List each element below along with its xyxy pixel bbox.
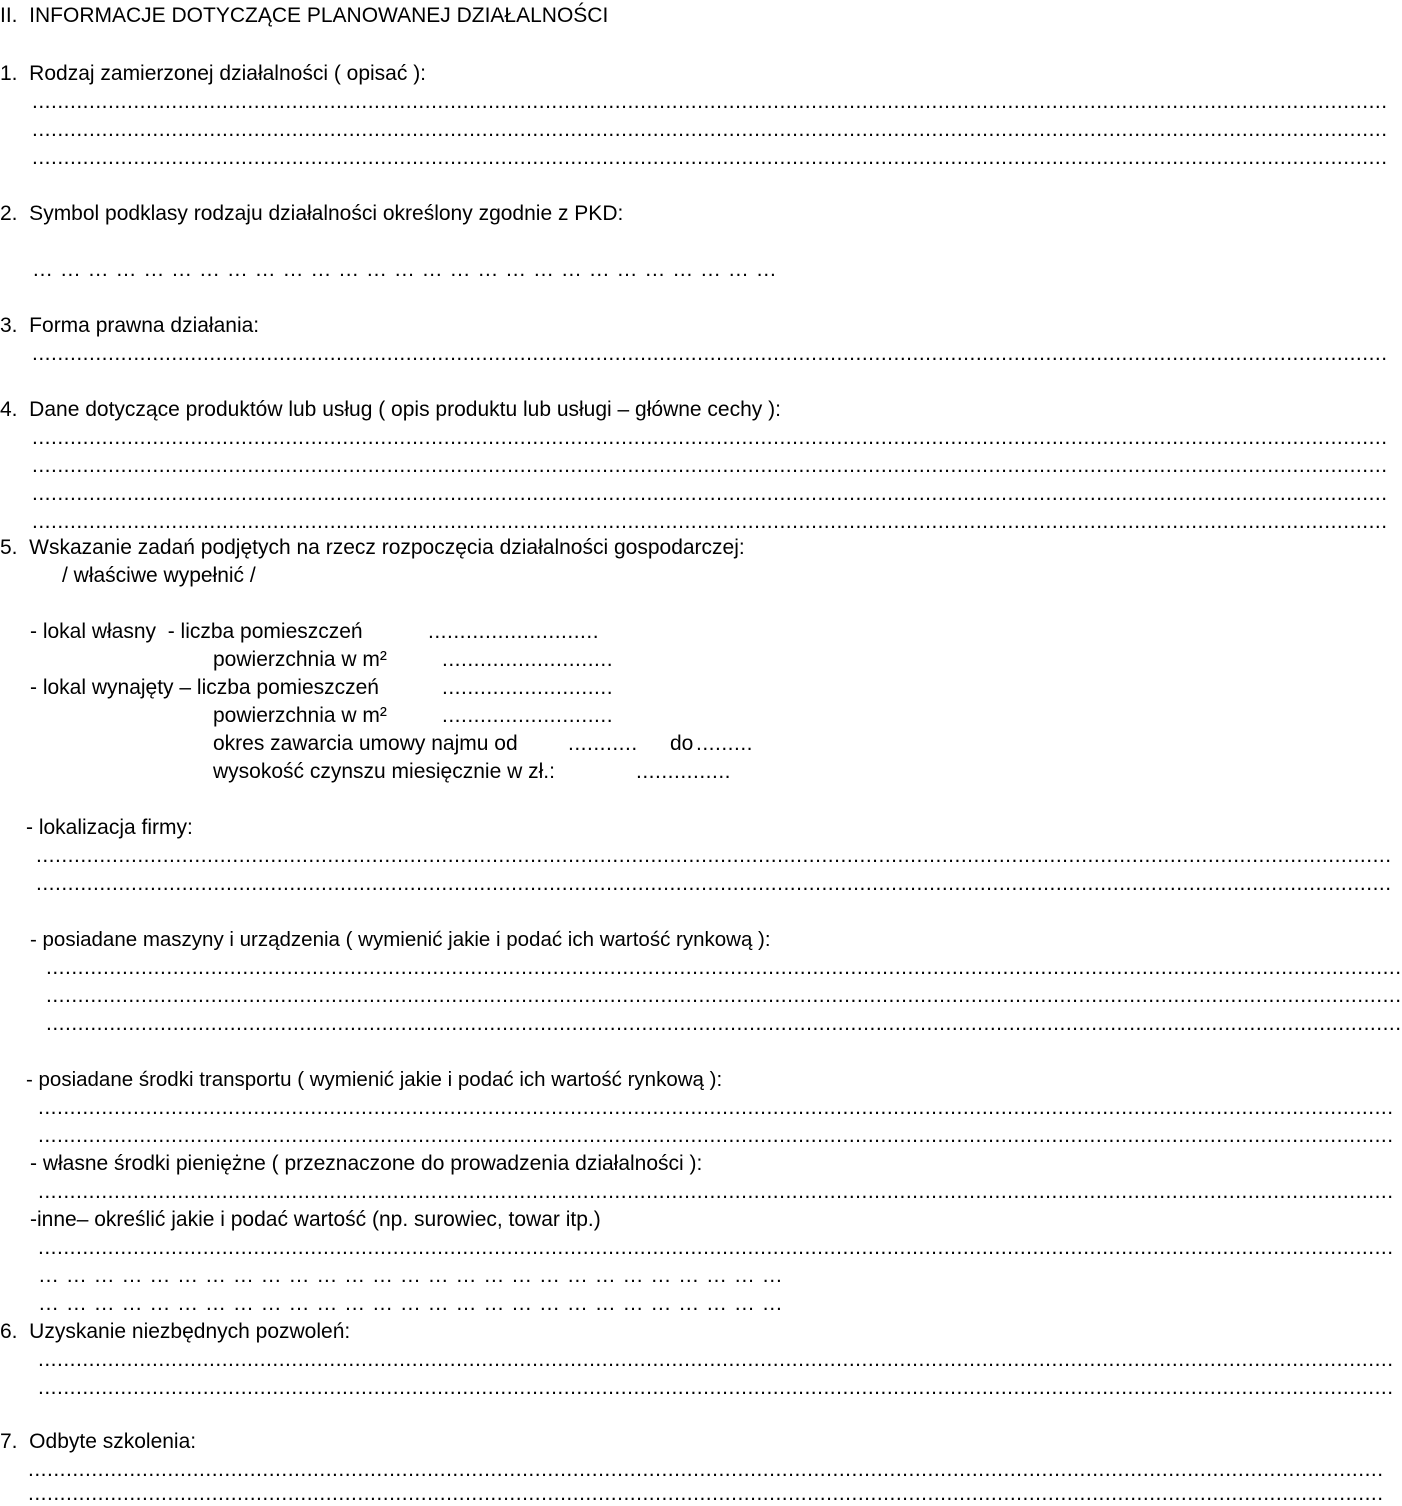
answer-line[interactable]: ...................................................................................................................................................................................................................... xyxy=(32,90,1388,113)
answer-line[interactable]: ...................................................................................................................................................................................................................... xyxy=(36,844,1392,867)
powierzchnia-1-field[interactable]: ........................... xyxy=(442,648,614,671)
lokal-wlasny-field[interactable]: ........................... xyxy=(428,620,600,643)
section-title: II. INFORMACJE DOTYCZĄCE PLANOWANEJ DZIAŁALNOŚCI xyxy=(0,4,609,27)
answer-line[interactable]: ...................................................................................................................................................................................................................... xyxy=(38,1124,1394,1147)
answer-line[interactable]: ...................................................................................................................................................................................................................... xyxy=(38,1376,1394,1399)
question-2-label: 2. Symbol podklasy rodzaju działalności określony zgodnie z PKD: xyxy=(0,202,624,225)
answer-line[interactable]: ...................................................................................................................................................................................................................... xyxy=(38,1180,1394,1203)
question-4-label: 4. Dane dotyczące produktów lub usług ( opis produktu lub usługi – główne cechy ): xyxy=(0,398,781,421)
maszyny-label: - posiadane maszyny i urządzenia ( wymienić jakie i podać ich wartość rynkową ): xyxy=(30,928,771,951)
answer-line[interactable]: ...................................................................................................................................................................................................................... xyxy=(32,342,1388,365)
lokal-wlasny-label: - lokal własny - liczba pomieszczeń xyxy=(30,620,363,643)
question-3-label: 3. Forma prawna działania: xyxy=(0,314,260,337)
answer-line[interactable]: ...................................................................................................................................................................................................................... xyxy=(28,1458,1384,1481)
question-5-label: 5. Wskazanie zadań podjętych na rzecz rozpoczęcia działalności gospodarczej: xyxy=(0,536,745,559)
question-5-note: / właściwe wypełnić / xyxy=(62,564,256,587)
question-1-label: 1. Rodzaj zamierzonej działalności ( opisać ): xyxy=(0,62,427,85)
answer-line[interactable]: ...................................................................................................................................................................................................................... xyxy=(28,1482,1384,1505)
okres-umowy-label: okres zawarcia umowy najmu od xyxy=(213,732,518,755)
transport-label: - posiadane środki transportu ( wymienić jakie i podać ich wartość rynkową ): xyxy=(26,1068,723,1091)
answer-line[interactable]: ...................................................................................................................................................................................................................... xyxy=(38,1096,1394,1119)
answer-line[interactable]: … … … … … … … … … … … … … … … … … … … … … … … … … … … xyxy=(38,1264,784,1287)
answer-line[interactable]: ...................................................................................................................................................................................................................... xyxy=(46,1012,1402,1035)
powierzchnia-1-label: powierzchnia w m² xyxy=(213,648,387,671)
answer-line[interactable]: ...................................................................................................................................................................................................................... xyxy=(38,1236,1394,1259)
lokal-wynajety-field[interactable]: ........................... xyxy=(442,676,614,699)
answer-line[interactable]: … … … … … … … … … … … … … … … … … … … … … … … … … … … xyxy=(32,258,778,281)
question-7-label: 7. Odbyte szkolenia: xyxy=(0,1430,197,1453)
lokal-wynajety-label: - lokal wynajęty – liczba pomieszczeń xyxy=(30,676,379,699)
powierzchnia-2-label: powierzchnia w m² xyxy=(213,704,387,727)
answer-line[interactable]: … … … … … … … … … … … … … … … … … … … … … … … … … … … xyxy=(38,1292,784,1315)
question-6-label: 6. Uzyskanie niezbędnych pozwoleń: xyxy=(0,1320,351,1343)
answer-line[interactable]: ...................................................................................................................................................................................................................... xyxy=(32,510,1388,533)
czynsz-label: wysokość czynszu miesięcznie w zł.: xyxy=(213,760,555,783)
inne-label: -inne– określić jakie i podać wartość (np. surowiec, towar itp.) xyxy=(30,1208,601,1231)
okres-od-field[interactable]: ........... xyxy=(568,732,638,755)
answer-line[interactable]: ...................................................................................................................................................................................................................... xyxy=(36,872,1392,895)
answer-line[interactable]: ...................................................................................................................................................................................................................... xyxy=(32,426,1388,449)
okres-do-field[interactable]: ......... xyxy=(696,732,754,755)
powierzchnia-2-field[interactable]: ........................... xyxy=(442,704,614,727)
answer-line[interactable]: ...................................................................................................................................................................................................................... xyxy=(32,146,1388,169)
answer-line[interactable]: ...................................................................................................................................................................................................................... xyxy=(32,454,1388,477)
czynsz-field[interactable]: ............... xyxy=(636,760,732,783)
answer-line[interactable]: ...................................................................................................................................................................................................................... xyxy=(46,956,1402,979)
answer-line[interactable]: ...................................................................................................................................................................................................................... xyxy=(32,482,1388,505)
answer-line[interactable]: ...................................................................................................................................................................................................................... xyxy=(46,984,1402,1007)
answer-line[interactable]: ...................................................................................................................................................................................................................... xyxy=(38,1348,1394,1371)
answer-line[interactable]: ...................................................................................................................................................................................................................... xyxy=(32,118,1388,141)
srodki-pieniezne-label: - własne środki pieniężne ( przeznaczone do prowadzenia działalności ): xyxy=(30,1152,703,1175)
lokalizacja-label: - lokalizacja firmy: xyxy=(26,816,193,839)
okres-do-label: do xyxy=(670,732,694,755)
